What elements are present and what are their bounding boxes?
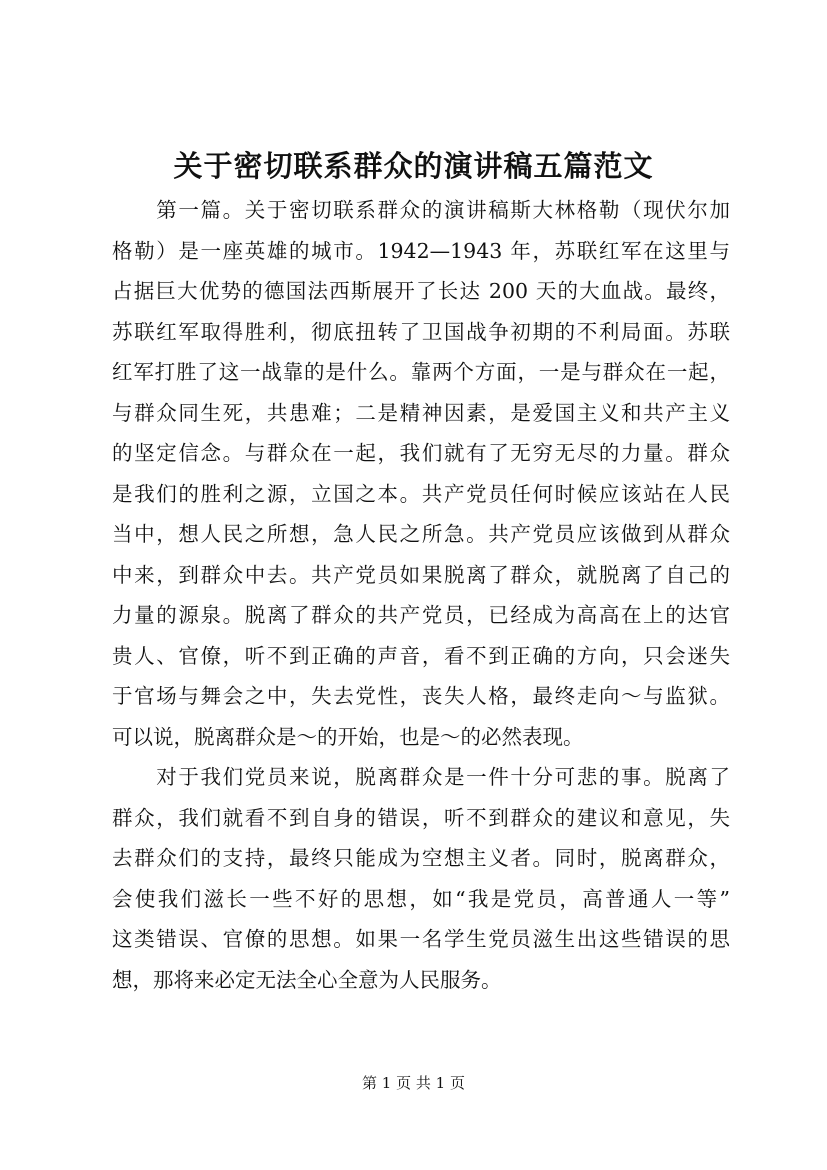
body-line: 于官场与舞会之中，失去党性，丧失人格，最终走向～与监狱。 (112, 684, 730, 708)
body-line: 力量的源泉。脱离了群众的共产党员，已经成为高高在上的达官 (112, 603, 730, 627)
body-line: 群众，我们就看不到自身的错误，听不到群众的建议和意见，失 (112, 805, 730, 830)
body-line: 第一篇。关于密切联系群众的演讲稿斯大林格勒（现伏尔加 (112, 198, 730, 222)
body-line: 苏联红军取得胜利，彻底扭转了卫国战争初期的不利局面。苏联 (112, 319, 730, 344)
body-line: 红军打胜了这一战靠的是什么。靠两个方面，一是与群众在一起， (112, 360, 730, 384)
body-line: 会使我们滋长一些不好的思想，如“我是党员，高普通人一等” (112, 886, 730, 911)
body-line: 当中，想人民之所想，急人民之所急。共产党员应该做到从群众 (112, 522, 730, 546)
page-footer: 第 1 页 共 1 页 (362, 1074, 465, 1092)
document-title: 关于密切联系群众的演讲稿五篇范文 (173, 149, 654, 183)
body-line: 中来，到群众中去。共产党员如果脱离了群众，就脱离了自己的 (112, 562, 730, 587)
document-body (112, 190, 730, 1000)
body-line: 占据巨大优势的德国法西斯展开了长达 200 天的大血战。最终， (112, 279, 730, 303)
body-line: 对于我们党员来说，脱离群众是一件十分可悲的事。脱离了 (112, 765, 730, 789)
body-line: 与群众同生死，共患难；二是精神因素，是爱国主义和共产主义 (112, 400, 730, 425)
body-line: 是我们的胜利之源，立国之本。共产党员任何时候应该站在人民 (112, 481, 730, 506)
body-line: 贵人、官僚，听不到正确的声音，看不到正确的方向，只会迷失 (112, 643, 730, 668)
body-line: 去群众们的支持，最终只能成为空想主义者。同时，脱离群众， (112, 846, 730, 870)
body-line-paragraph-end: 想，那将来必定无法全心全意为人民服务。 (112, 967, 502, 992)
body-line: 格勒）是一座英雄的城市。1942—1943 年，苏联红军在这里与 (112, 238, 730, 263)
body-line-paragraph-end: 可以说，脱离群众是～的开始，也是～的必然表现。 (112, 724, 584, 749)
body-line: 这类错误、官僚的思想。如果一名学生党员滋生出这些错误的思 (112, 927, 730, 951)
body-line: 的坚定信念。与群众在一起，我们就有了无穷无尽的力量。群众 (112, 441, 730, 465)
